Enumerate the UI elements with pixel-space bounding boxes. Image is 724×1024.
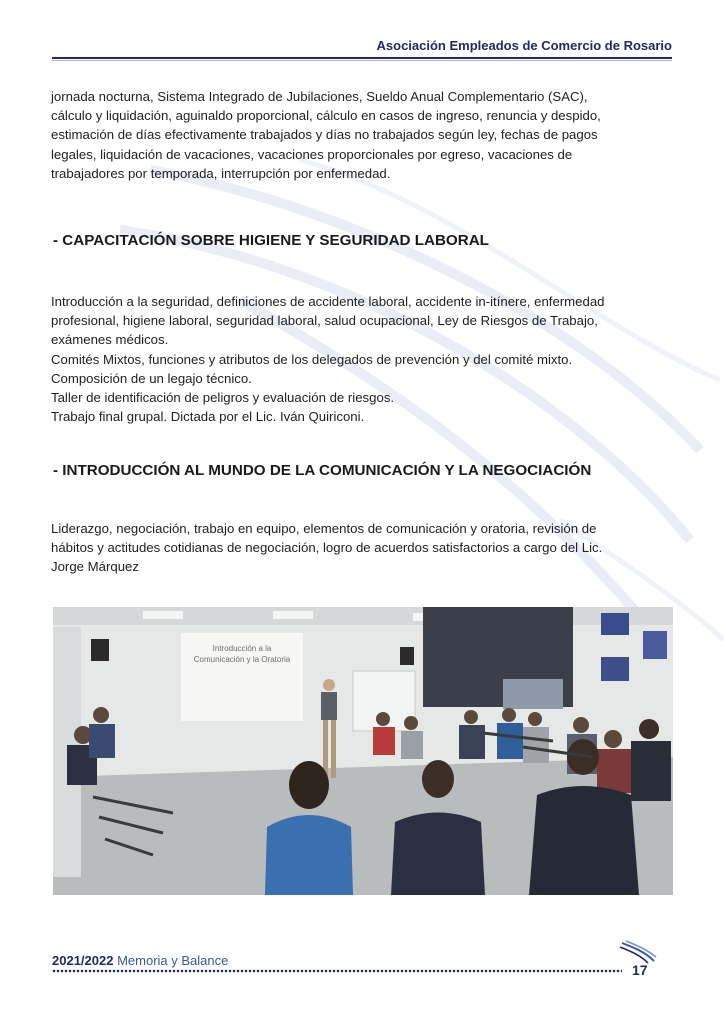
footer-year: 2021/2022 [52, 953, 114, 968]
text-line: profesional, higiene laboral, seguridad laboral, salud ocupacional, Ley de Riesgos de Trabajo, [51, 313, 598, 329]
header-rule-secondary [52, 60, 672, 61]
text-line: cálculo y liquidación, aguinaldo proporcional, cálculo en casos de ingreso, renuncia y despido, [51, 108, 601, 124]
classroom-photo [53, 607, 673, 895]
text-line: trabajadores por temporada, interrupción por enfermedad. [51, 165, 391, 181]
section-heading-higiene: - CAPACITACIÓN SOBRE HIGIENE Y SEGURIDAD LABORAL [53, 232, 489, 249]
footer-title [52, 953, 228, 968]
text-line: legales, liquidación de vacaciones, vacaciones proporcionales por egreso, vacaciones de [51, 146, 573, 162]
page-number: 17 [632, 962, 648, 978]
classroom-illustration [53, 607, 673, 895]
text-line: Composición de un legajo técnico. [51, 370, 252, 386]
header-rule [52, 57, 672, 59]
footer-dotted-rule [52, 969, 622, 973]
slide-text: Introducción a la [212, 644, 272, 653]
text-line: Liderazgo, negociación, trabajo en equipo, elementos de comunicación y oratoria, revisión de [51, 521, 597, 536]
text-line: estimación de días efectivamente trabajados y días no trabajados según ley, fechas de pagos [51, 127, 598, 143]
text-line: Taller de identificación de peligros y evaluación de riesgos. [51, 390, 395, 406]
section-heading-comunicacion: - INTRODUCCIÓN AL MUNDO DE LA COMUNICACIÓN Y LA NEGOCIACIÓN [53, 462, 592, 479]
text-line: Jorge Márquez [51, 559, 139, 575]
text-line: Trabajo final grupal. Dictada por el Lic. Iván Quiriconi. [51, 409, 365, 425]
text-line: jornada nocturna, Sistema Integrado de Jubilaciones, Sueldo Anual Complementario (SAC), [51, 89, 588, 104]
text-line: Introducción a la seguridad, definiciones de accidente laboral, accidente in-itínere, enfermedad [51, 294, 605, 309]
text-line: hábitos y actitudes cotidianas de negociación, logro de acuerdos satisfactorios a cargo del Lic. [51, 540, 603, 556]
header-title: Asociación Empleados de Comercio de Rosario [376, 38, 672, 53]
footer-subtitle: Memoria y Balance [117, 953, 229, 968]
text-line: exámenes médicos. [51, 332, 169, 348]
text-line: Comités Mixtos, funciones y atributos de los delegados de prevención y del comité mixto. [51, 351, 573, 367]
intro-paragraph [51, 87, 672, 183]
slide-text: Comunicación y la Oratoria [193, 655, 291, 664]
section-paragraph-comunicacion [51, 519, 672, 577]
section-paragraph-higiene [51, 292, 672, 426]
